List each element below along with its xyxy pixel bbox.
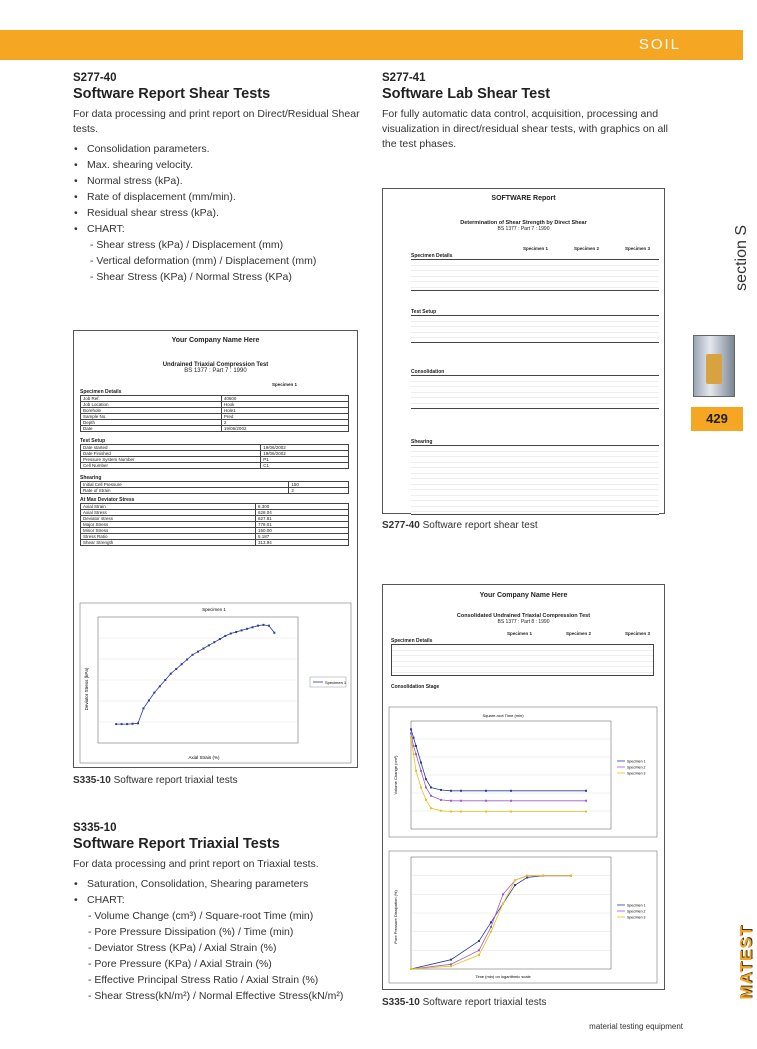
data-point <box>450 811 452 813</box>
section-name: SOIL <box>638 36 681 53</box>
data-point <box>490 921 492 923</box>
chart-xlabel: Time (min) on logarithmic scale <box>475 974 531 979</box>
data-point <box>460 800 462 802</box>
data-point <box>126 723 128 725</box>
caption-code: S277-40 <box>382 520 420 531</box>
row-label: Date started <box>81 445 261 451</box>
product-code: S335-10 <box>73 822 117 834</box>
row-label: Stress Ratio <box>81 534 256 540</box>
feature-item: • Max. shearing velocity. <box>87 157 373 173</box>
chart-item: - Shear stress (kPa) / Displacement (mm) <box>90 239 284 251</box>
data-point <box>137 722 139 724</box>
row-value: C1 <box>261 463 349 469</box>
data-point <box>460 790 462 792</box>
shearing-table <box>80 481 349 494</box>
report-standard: BS 1377 : Part 7 : 1990 <box>184 368 247 374</box>
data-point <box>430 786 432 788</box>
data-point <box>585 790 587 792</box>
specimen-label: Specimen 2 <box>565 631 591 636</box>
chart-xlabel: Axial Strain (%) <box>188 755 220 760</box>
chart-ylabel: Volume Change (cm³) <box>393 755 398 795</box>
report-heading: SOFTWARE Report <box>491 195 556 202</box>
data-point <box>148 699 150 701</box>
data-point <box>224 635 226 637</box>
row-value: 150.00 <box>255 528 348 534</box>
consolidation-report-screenshot <box>382 584 665 990</box>
data-point <box>197 651 199 653</box>
section-label: Shearing <box>80 475 102 481</box>
data-point <box>415 770 417 772</box>
data-point <box>252 626 254 628</box>
data-point <box>440 799 442 801</box>
test-setup-table <box>80 444 349 469</box>
company-name: Your Company Name Here <box>171 337 260 344</box>
row-value: 313.94 <box>255 540 348 546</box>
feature-list <box>73 141 373 237</box>
row-label: Axial Stress <box>81 510 256 516</box>
chart-ylabel: Deviator Stress (kPa) <box>84 667 89 711</box>
caption-code: S335-10 <box>382 997 420 1008</box>
row-value: 627.81 <box>255 516 348 522</box>
specimen-details-table <box>80 395 349 432</box>
data-point <box>159 685 161 687</box>
row-label: Date <box>81 426 222 432</box>
page-number: 429 <box>691 407 743 431</box>
row-value: Hole1 <box>221 408 348 414</box>
legend-label: Specimen 1 <box>627 759 646 764</box>
section-label: Shearing <box>411 439 433 445</box>
data-point <box>450 800 452 802</box>
section-label: At Max Deviator Stress <box>80 497 135 503</box>
data-point <box>585 811 587 813</box>
specimen-label: Specimen 3 <box>624 631 650 636</box>
data-point <box>262 624 264 626</box>
feature-item: • CHART: <box>87 221 373 237</box>
report-title: Undrained Triaxial Compression Test <box>162 362 269 368</box>
data-point <box>273 632 275 634</box>
data-point <box>410 732 412 734</box>
data-point <box>413 753 415 755</box>
chart-item: - Shear Stress(kN/m²) / Normal Effective Stress(kN/m²) <box>88 990 344 1002</box>
deviator-stress-chart <box>74 599 357 767</box>
section-label: Specimen Details <box>411 253 453 259</box>
data-point <box>450 790 452 792</box>
section-label: Consolidation <box>411 369 445 375</box>
data-point <box>153 692 155 694</box>
data-point <box>170 673 172 675</box>
section-label <box>733 225 751 315</box>
product-description: For data processing and print report on Direct/Residual Shear tests. <box>73 108 360 135</box>
product-code: S277-41 <box>382 72 426 84</box>
data-point <box>450 959 452 961</box>
data-point <box>510 800 512 802</box>
data-point <box>460 811 462 813</box>
chart-item: - Effective Principal Stress Ratio / Axial Strain (%) <box>88 974 319 986</box>
data-point <box>450 963 452 965</box>
specimen-label: Specimen 1 <box>522 246 548 251</box>
specimen-label: Specimen 1 <box>271 382 297 387</box>
left-block-1 <box>73 72 373 285</box>
data-point <box>115 723 117 725</box>
data-point <box>478 954 480 956</box>
feature-item: • Normal stress (kPa). <box>87 173 373 189</box>
data-point <box>420 762 422 764</box>
volume-change-chart <box>383 705 664 840</box>
data-point <box>132 723 134 725</box>
row-value: 19/06/2002 <box>261 445 349 451</box>
data-point <box>514 884 516 886</box>
data-point <box>413 737 415 739</box>
report-title: Determination of Shear Strength by Direct Shear <box>460 220 587 226</box>
data-point <box>440 789 442 791</box>
row-label: Minor Stress <box>81 528 256 534</box>
data-point <box>478 940 480 942</box>
data-point <box>440 810 442 812</box>
chart-item: - Deviator Stress (KPa) / Axial Strain (%) <box>88 942 277 954</box>
section-label-text: section S <box>733 225 750 291</box>
section-label: Test Setup <box>80 438 106 444</box>
product-code: S277-40 <box>73 72 117 84</box>
specimen-label: Specimen 2 <box>573 246 599 251</box>
data-point <box>502 893 504 895</box>
data-point <box>490 926 492 928</box>
row-label: Axial Strain <box>81 504 256 510</box>
data-point <box>485 790 487 792</box>
row-value: 778.01 <box>255 522 348 528</box>
row-label: Date Finished <box>81 451 261 457</box>
data-point <box>219 638 221 640</box>
data-point <box>450 965 452 967</box>
row-label: Sample No. <box>81 414 222 420</box>
feature-item: • Saturation, Consolidation, Shearing parameters <box>87 876 373 892</box>
right-block-1 <box>382 72 672 152</box>
product-description: For data processing and print report on Triaxial tests. <box>73 858 319 870</box>
chart-title: Specimen 1 <box>202 607 226 612</box>
data-point <box>415 753 417 755</box>
row-label: Borehole <box>81 408 222 414</box>
data-point <box>420 786 422 788</box>
section-label: Consolidation Stage <box>391 684 440 690</box>
row-value: 8.300 <box>255 504 348 510</box>
chart-item: - Volume Change (cm³) / Square-root Time (min) <box>88 910 314 922</box>
data-point <box>202 648 204 650</box>
legend-label: Specimen 1 <box>627 903 646 908</box>
data-point <box>510 811 512 813</box>
product-title: Software Lab Shear Test <box>382 86 551 102</box>
shear-report-screenshot <box>382 188 665 514</box>
data-point <box>485 811 487 813</box>
data-point <box>186 659 188 661</box>
row-value: 628.04 <box>255 510 348 516</box>
caption-text: Software report shear test <box>419 520 538 531</box>
data-point <box>246 628 248 630</box>
data-point <box>570 875 572 877</box>
data-point <box>478 949 480 951</box>
report-title: Consolidated Undrained Triaxial Compression Test <box>456 613 591 619</box>
section-label: Specimen Details <box>80 389 122 395</box>
triaxial-report-screenshot <box>73 330 358 768</box>
figure-caption <box>382 997 547 1008</box>
chart-item: - Vertical deformation (mm) / Displacement (mm) <box>90 255 317 267</box>
data-point <box>192 654 194 656</box>
caption-text: Software report triaxial tests <box>419 997 547 1008</box>
caption-code: S335-10 <box>73 775 111 786</box>
row-label: Initial Cell Pressure <box>81 482 289 488</box>
data-point <box>410 737 412 739</box>
legend-label: Specimen 2 <box>627 909 646 914</box>
row-value: 40600 <box>221 396 348 402</box>
product-photo <box>693 335 735 397</box>
data-point <box>121 723 123 725</box>
data-point <box>420 770 422 772</box>
specimen-label: Specimen 3 <box>624 246 650 251</box>
caption-text: Software report triaxial tests <box>110 775 238 786</box>
chart-item: - Pore Pressure (KPa) / Axial Strain (%) <box>88 958 272 970</box>
data-point <box>142 707 144 709</box>
product-description: For fully automatic data control, acquisition, processing and visualization in direct/residual shear tests, with graphics on all the test phases. <box>382 108 668 150</box>
row-label: Job Ref. <box>81 396 222 402</box>
left-block-2 <box>73 822 373 1004</box>
data-point <box>181 663 183 665</box>
product-title: Software Report Shear Tests <box>73 86 271 102</box>
pore-pressure-chart <box>383 849 664 987</box>
product-title: Software Report Triaxial Tests <box>73 836 280 852</box>
row-label: Depth <box>81 420 222 426</box>
data-point <box>241 629 243 631</box>
data-point <box>542 875 544 877</box>
footer-text: material testing equipment <box>589 1022 683 1031</box>
chart-ylabel: Pore Pressure Dissipation (%) <box>393 890 398 944</box>
data-point <box>430 807 432 809</box>
report-standard: BS 1377 : Part 7 : 1990 <box>497 226 550 232</box>
legend-label: Specimen 3 <box>627 771 646 776</box>
row-value: 2 <box>221 420 348 426</box>
row-label: Major Stress <box>81 522 256 528</box>
data-point <box>585 800 587 802</box>
data-point <box>208 644 210 646</box>
section-label: Specimen Details <box>391 638 433 644</box>
row-value: 19/06/2002 <box>221 426 348 432</box>
data-point <box>526 875 528 877</box>
section-header-bar <box>0 30 743 60</box>
table-block <box>411 259 659 291</box>
legend-label: Specimen 1 <box>325 680 347 685</box>
data-point <box>510 790 512 792</box>
data-point <box>526 877 528 879</box>
table-block <box>411 315 659 343</box>
table-block <box>411 445 659 515</box>
feature-list <box>73 876 373 908</box>
specimen-label: Specimen 1 <box>506 631 532 636</box>
data-point <box>175 668 177 670</box>
row-label: Rate of Strain <box>81 488 289 494</box>
data-point <box>164 679 166 681</box>
table-block <box>411 375 659 409</box>
figure-caption <box>73 775 238 786</box>
feature-item: • CHART: <box>87 892 373 908</box>
data-point <box>485 800 487 802</box>
max-deviator-table <box>80 503 349 546</box>
data-point <box>268 625 270 627</box>
row-label: Pressure System Number <box>81 457 261 463</box>
company-name: Your Company Name Here <box>479 592 568 599</box>
row-value: 2 <box>289 488 349 494</box>
data-point <box>502 903 504 905</box>
data-point <box>415 745 417 747</box>
legend-label: Specimen 2 <box>627 765 646 770</box>
data-point <box>425 778 427 780</box>
figure-caption <box>382 520 538 531</box>
row-label: Cell Number <box>81 463 261 469</box>
table-block <box>391 644 654 676</box>
data-point <box>430 795 432 797</box>
report-standard: BS 1377 : Part 8 : 1990 <box>497 619 550 625</box>
section-label: Test Setup <box>411 309 437 315</box>
data-point <box>410 968 412 970</box>
data-point <box>490 931 492 933</box>
row-value: P1 <box>261 457 349 463</box>
row-value: Pred <box>221 414 348 420</box>
data-point <box>230 633 232 635</box>
chart-item: - Pore Pressure Dissipation (%) / Time (min) <box>88 926 294 938</box>
row-label: Deviator stress <box>81 516 256 522</box>
feature-item: • Rate of displacement (mm/min). <box>87 189 373 205</box>
legend-label: Specimen 3 <box>627 915 646 920</box>
feature-item: • Residual shear stress (kPa). <box>87 205 373 221</box>
row-label: Job Location <box>81 402 222 408</box>
data-point <box>410 728 412 730</box>
chart-item: - Shear Stress (KPa) / Normal Stress (KPa) <box>90 271 292 283</box>
brand-logo: MATEST <box>737 925 756 1000</box>
data-point <box>425 786 427 788</box>
data-point <box>235 631 237 633</box>
row-value: 5.187 <box>255 534 348 540</box>
data-point <box>425 799 427 801</box>
row-value: 19/06/2002 <box>261 451 349 457</box>
feature-item: • Consolidation parameters. <box>87 141 373 157</box>
data-point <box>213 641 215 643</box>
data-point <box>514 879 516 881</box>
data-point <box>413 745 415 747</box>
chart-xlabel: Square-root Time (min) <box>482 713 524 718</box>
row-value: Hook <box>221 402 348 408</box>
data-point <box>257 625 259 627</box>
row-label: Shear Strength <box>81 540 256 546</box>
row-value: 150 <box>289 482 349 488</box>
